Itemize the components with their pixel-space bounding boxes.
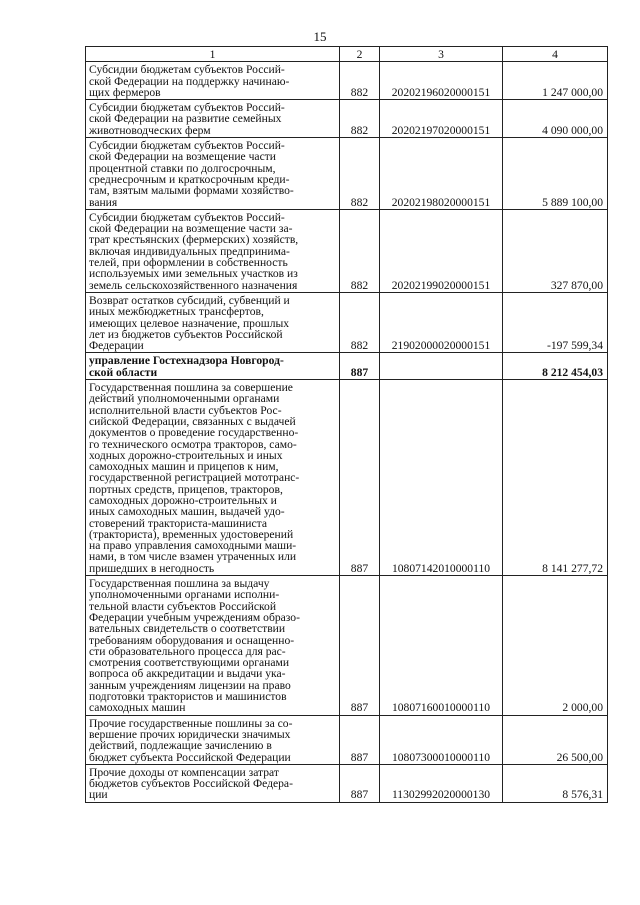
table-row [86,764,608,802]
row-description [86,100,340,138]
row-amount: 1 247 000,00 [503,62,608,100]
row-admin-code: 887 [340,764,380,802]
description-line: земель сельскохозяйственного назначения [89,278,298,292]
description-line: щих фермеров [89,85,161,99]
description-line: бюджетов субъектов Российской Федера- [89,777,293,791]
description-line: Прочие государственные пошлины за со- [89,716,293,730]
row-admin-code: 882 [340,138,380,210]
row-kbk-code: 20202199020000151 [380,209,503,292]
revenue-table [85,46,608,803]
row-kbk-code: 10807160010000110 [380,576,503,716]
description-line: ходных дорожно-строительных и иных [89,448,283,462]
description-line: ской Федерации на развитие семейных [89,112,282,126]
table-header-row [86,47,608,62]
description-line: Субсидии бюджетам субъектов Россий- [89,139,285,153]
row-admin-code: 887 [340,715,380,764]
header-col-4: 4 [503,47,608,62]
row-amount: 2 000,00 [503,576,608,716]
row-amount: 8 576,31 [503,764,608,802]
row-description [86,209,340,292]
row-description [86,764,340,802]
row-admin-code: 882 [340,292,380,352]
row-description [86,62,340,100]
description-line: го технического осмотра тракторов, само- [89,437,297,451]
description-line: ской Федерации на возмещение части [89,150,276,164]
row-kbk-code: 20202198020000151 [380,138,503,210]
table-row [86,100,608,138]
row-amount: 327 870,00 [503,209,608,292]
description-line: на право управления самоходными маши- [89,539,297,553]
row-admin-code: 887 [340,576,380,716]
row-amount: 8 212 454,03 [503,353,608,380]
row-description [86,353,340,380]
description-line: животноводческих ферм [89,123,211,137]
description-line: портных средств, прицепов, тракторов, [89,482,283,496]
row-amount: -197 599,34 [503,292,608,352]
row-description [86,715,340,764]
row-description [86,576,340,716]
row-admin-code: 887 [340,380,380,576]
row-description [86,292,340,352]
row-admin-code: 887 [340,353,380,380]
description-line: Государственная пошлина за совершение [89,381,293,395]
description-line: там, взятым малыми формами хозяйство- [89,184,294,198]
description-line: (тракториста), временных удостоверений [89,527,294,541]
table-row [86,380,608,576]
header-col-1: 1 [86,47,340,62]
row-kbk-code: 20202196020000151 [380,62,503,100]
description-line: Федерации учебным учреждениям образо- [89,610,300,624]
description-line: ции [89,788,108,802]
description-line: самоходных машин [89,701,186,715]
row-description [86,380,340,576]
description-line: Субсидии бюджетам субъектов Россий- [89,63,285,77]
description-line: пришедших в негодность [89,561,215,575]
description-line: вания [89,195,118,209]
row-kbk-code: 10807300010000110 [380,715,503,764]
description-line: ской Федерации на возмещение части за- [89,222,293,236]
description-line: среднесрочным и краткосрочным креди- [89,172,290,186]
description-line: ской Федерации на поддержку начинаю- [89,74,290,88]
description-line: используемых ими земельных участков из [89,267,298,281]
description-line: самоходных машин и прицепов к ним, [89,460,279,474]
description-line: уполномоченными органами исполни- [89,588,280,602]
description-line: самоходных дорожно-строительных и [89,493,277,507]
description-line: нами, в том числе взамен утраченных или [89,550,297,564]
table-row [86,715,608,764]
row-kbk-code [380,353,503,380]
description-line: вопроса об аккредитации и выдачи ука- [89,667,286,681]
description-line: процентной ставки по долгосрочным, [89,161,276,175]
table-row [86,62,608,100]
row-amount: 5 889 100,00 [503,138,608,210]
description-line: Возврат остатков субсидий, субвенций и [89,293,290,307]
description-line: сийской Федерации, связанных с выдачей [89,414,296,428]
row-kbk-code: 10807142010000110 [380,380,503,576]
description-line: Субсидии бюджетам субъектов Россий- [89,101,285,115]
row-admin-code: 882 [340,62,380,100]
row-amount: 4 090 000,00 [503,100,608,138]
description-line: Государственная пошлина за выдачу [89,577,270,591]
table-row [86,138,608,210]
description-line: документов о проведение государственно- [89,426,299,440]
description-line: требованиям оборудования и оснащенно- [89,633,295,647]
description-line: тельной власти субъектов Российской [89,599,277,613]
row-kbk-code: 11302992020000130 [380,764,503,802]
description-line: лет из бюджетов субъектов Российской [89,327,283,341]
description-line: смотрения соответствующими органами [89,656,290,670]
description-line: включая индивидуальных предпринима- [89,244,290,258]
description-line: вательных свидетельств о соответствии [89,622,286,636]
table-row [86,576,608,716]
row-description [86,138,340,210]
description-line: государственной регистрацией мототранс- [89,471,300,485]
row-admin-code: 882 [340,209,380,292]
description-line: сти образовательного процесса для рас- [89,644,286,658]
header-col-3: 3 [380,47,503,62]
description-line: исполнительной власти субъектов Рос- [89,403,282,417]
description-line: вершение прочих юридически значимых [89,727,291,741]
table-row [86,292,608,352]
row-amount: 26 500,00 [503,715,608,764]
description-line: Субсидии бюджетам субъектов Россий- [89,210,285,224]
description-line: имеющих целевое назначение, прошлых [89,316,290,330]
description-line: действий, подлежащие зачислению в [89,739,272,753]
page-number: 15 [313,29,327,44]
description-line: телей, при оформлении в собственность [89,256,288,270]
description-line: ской области [89,365,158,379]
description-line: стоверений тракториста-машиниста [89,516,268,530]
description-line: управление Гостехнадзора Новгород- [89,354,284,368]
description-line: подготовки трактористов и машинистов [89,690,287,704]
description-line: трат крестьянских (фермерских) хозяйств, [89,233,299,247]
description-line: бюджет субъекта Российской Федерации [89,750,291,764]
description-line: Федерации [89,339,144,353]
description-line: иных самоходных машин, выдачей удо- [89,505,285,519]
description-line: Прочие доходы от компенсации затрат [89,765,279,779]
table-row [86,353,608,380]
description-line: занным учреждениям лицензии на право [89,678,291,692]
description-line: действий уполномоченными органами [89,392,280,406]
row-admin-code: 882 [340,100,380,138]
row-amount: 8 141 277,72 [503,380,608,576]
row-kbk-code: 21902000020000151 [380,292,503,352]
description-line: иных межбюджетных трансфертов, [89,305,264,319]
row-kbk-code: 20202197020000151 [380,100,503,138]
header-col-2: 2 [340,47,380,62]
table-row [86,209,608,292]
